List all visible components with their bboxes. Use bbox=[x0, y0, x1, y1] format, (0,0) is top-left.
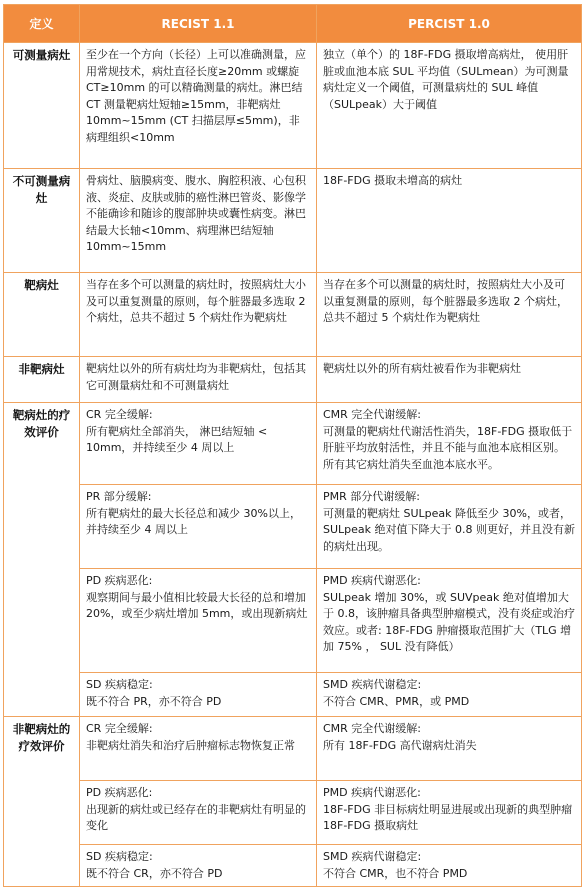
recist-nontarget: 靶病灶以外的所有病灶均为非靶病灶，包括其它可测量病灶和不可测量病灶 bbox=[80, 357, 317, 403]
percist-measurable: 独立（单个）的 18F-FDG 摄取增高病灶， 使用肝脏或血池本底 SUL 平均值（SULmean）为可测量病灶定义一个阈值，可测量病灶的 SUL 峰值（SULpeak）大于阈值 bbox=[317, 43, 582, 169]
percist-nontarget-pmd-body: 18F-FDG 非目标病灶明显进展或出现新的典型肿瘤 18F-FDG 摄取病灶 bbox=[323, 802, 573, 832]
header-row bbox=[4, 5, 582, 43]
header-definition: 定义 bbox=[4, 5, 80, 43]
percist-nonmeasurable: 18F-FDG 摄取未增高的病灶 bbox=[317, 169, 582, 273]
percist-target-pmr bbox=[317, 485, 582, 569]
recist-nontarget-sd-body: 既不符合 CR，亦不符合 PD bbox=[86, 866, 223, 880]
recist-nontarget-sd-title: SD 疾病稳定: bbox=[86, 850, 153, 863]
percist-nontarget-cmr-title: CMR 完全代谢缓解: bbox=[323, 722, 422, 735]
percist-target-smd bbox=[317, 673, 582, 717]
recist-target-pd-title: PD 疾病恶化: bbox=[86, 574, 153, 587]
recist-nontarget-cr-body: 非靶病灶消失和治疗后肿瘤标志物恢复正常 bbox=[86, 738, 295, 752]
percist-target-pmd bbox=[317, 569, 582, 673]
target-eval-row-cr bbox=[4, 403, 582, 485]
percist-target-pmd-body: SULpeak 增加 30%，或 SUVpeak 绝对值增加大于 0.8，该肿瘤具备典型肿瘤模式，没有炎症或治疗效应。或者: 18F-FDG 肿瘤摄取范围扩大（TLG 增加 75% ， SUL 没有降低） bbox=[323, 590, 575, 653]
row-label-nontarget-eval: 非靶病灶的疗效评价 bbox=[4, 717, 80, 887]
target-eval-row-pd bbox=[4, 569, 582, 673]
percist-target-cmr-body: 可测量的靶病灶代谢活性消失，18F-FDG 摄取低于肝脏平均放射活性，并且不能与血池本底相区别。所有其它病灶消失至血池本底水平。 bbox=[323, 424, 573, 471]
recist-target: 当存在多个可以测量的病灶时，按照病灶大小及可以重复测量的原则，每个脏器最多选取 2 个病灶，总共不超过 5 个病灶作为靶病灶 bbox=[80, 273, 317, 357]
recist-nontarget-cr-title: CR 完全缓解: bbox=[86, 722, 153, 735]
percist-nontarget-smd-body: 不符合 CMR，也不符合 PMD bbox=[323, 866, 468, 880]
row-label-nonmeasurable: 不可测量病灶 bbox=[4, 169, 80, 273]
recist-target-pd bbox=[80, 569, 317, 673]
recist-nonmeasurable: 骨病灶、脑膜病变、腹水、胸腔积液、心包积液、炎症、皮肤或肺的癌性淋巴管炎、影像学不能确诊和随诊的腹部肿块或囊性病变。淋巴结最大长轴<10mm、病理淋巴结短轴 10mm~15mm bbox=[80, 169, 317, 273]
nontarget-eval-row-sd bbox=[4, 845, 582, 887]
row-label-target-eval: 靶病灶的疗效评价 bbox=[4, 403, 80, 717]
recist-nontarget-pd-body: 出现新的病灶或已经存在的非靶病灶有明显的变化 bbox=[86, 802, 306, 832]
header-recist: RECIST 1.1 bbox=[80, 5, 317, 43]
row-target bbox=[4, 273, 582, 357]
recist-nontarget-pd-title: PD 疾病恶化: bbox=[86, 786, 153, 799]
row-nonmeasurable bbox=[4, 169, 582, 273]
percist-nontarget-cmr-body: 所有 18F-FDG 高代谢病灶消失 bbox=[323, 738, 477, 752]
recist-target-cr-body: 所有靶病灶全部消失， 淋巴结短轴 < 10mm，并持续至少 4 周以上 bbox=[86, 424, 268, 454]
recist-target-pr-title: PR 部分缓解: bbox=[86, 490, 152, 503]
row-measurable bbox=[4, 43, 582, 169]
row-label-target: 靶病灶 bbox=[4, 273, 80, 357]
percist-nontarget-cmr bbox=[317, 717, 582, 781]
percist-nontarget-smd-title: SMD 疾病代谢稳定: bbox=[323, 850, 422, 863]
percist-target-pmr-body: 可测量的靶病灶 SULpeak 降低至少 30%，或者，SULpeak 绝对值下降大于 0.8 则更好，并且没有新的病灶出现。 bbox=[323, 506, 576, 553]
nontarget-eval-row-cr bbox=[4, 717, 582, 781]
recist-target-pr bbox=[80, 485, 317, 569]
recist-nontarget-pd bbox=[80, 781, 317, 845]
percist-target-pmr-title: PMR 部分代谢缓解: bbox=[323, 490, 420, 503]
recist-nontarget-cr bbox=[80, 717, 317, 781]
recist-target-cr bbox=[80, 403, 317, 485]
nontarget-eval-row-pd bbox=[4, 781, 582, 845]
comparison-table bbox=[3, 4, 582, 887]
percist-target-smd-title: SMD 疾病代谢稳定: bbox=[323, 678, 422, 691]
row-label-nontarget: 非靶病灶 bbox=[4, 357, 80, 403]
target-eval-row-sd bbox=[4, 673, 582, 717]
percist-nontarget-pmd-title: PMD 疾病代谢恶化: bbox=[323, 786, 421, 799]
percist-nontarget-pmd bbox=[317, 781, 582, 845]
recist-measurable: 至少在一个方向（长径）上可以准确测量，应用常规技术，病灶直径长度≥20mm 或螺旋 CT≥10mm 的可以精确测量的病灶。淋巴结 CT 测量靶病灶短轴≥15mm，非靶病灶 10mm~15mm (CT 扫描层厚≤5mm)，非病理组织<10mm bbox=[80, 43, 317, 169]
percist-nontarget: 靶病灶以外的所有病灶被看作为非靶病灶 bbox=[317, 357, 582, 403]
percist-nontarget-smd bbox=[317, 845, 582, 887]
percist-target-pmd-title: PMD 疾病代谢恶化: bbox=[323, 574, 421, 587]
recist-target-cr-title: CR 完全缓解: bbox=[86, 408, 153, 421]
recist-target-sd-title: SD 疾病稳定: bbox=[86, 678, 153, 691]
percist-target: 当存在多个可以测量的病灶时，按照病灶大小及可以重复测量的原则，每个脏器最多选取 2 个病灶，总共不超过 5 个病灶作为靶病灶 bbox=[317, 273, 582, 357]
row-nontarget bbox=[4, 357, 582, 403]
percist-target-cmr bbox=[317, 403, 582, 485]
recist-target-sd-body: 既不符合 PR，亦不符合 PD bbox=[86, 694, 222, 708]
recist-target-pd-body: 观察期间与最小值相比较最大长径的总和增加 20%，或至少病灶增加 5mm，或出现新病灶 bbox=[86, 590, 308, 620]
row-label-measurable: 可测量病灶 bbox=[4, 43, 80, 169]
percist-target-smd-body: 不符合 CMR、PMR，或 PMD bbox=[323, 694, 470, 708]
recist-target-sd bbox=[80, 673, 317, 717]
header-percist: PERCIST 1.0 bbox=[317, 5, 582, 43]
percist-target-cmr-title: CMR 完全代谢缓解: bbox=[323, 408, 422, 421]
target-eval-row-pr bbox=[4, 485, 582, 569]
recist-nontarget-sd bbox=[80, 845, 317, 887]
recist-target-pr-body: 所有靶病灶的最大长径总和减少 30%以上，并持续至少 4 周以上 bbox=[86, 506, 301, 536]
